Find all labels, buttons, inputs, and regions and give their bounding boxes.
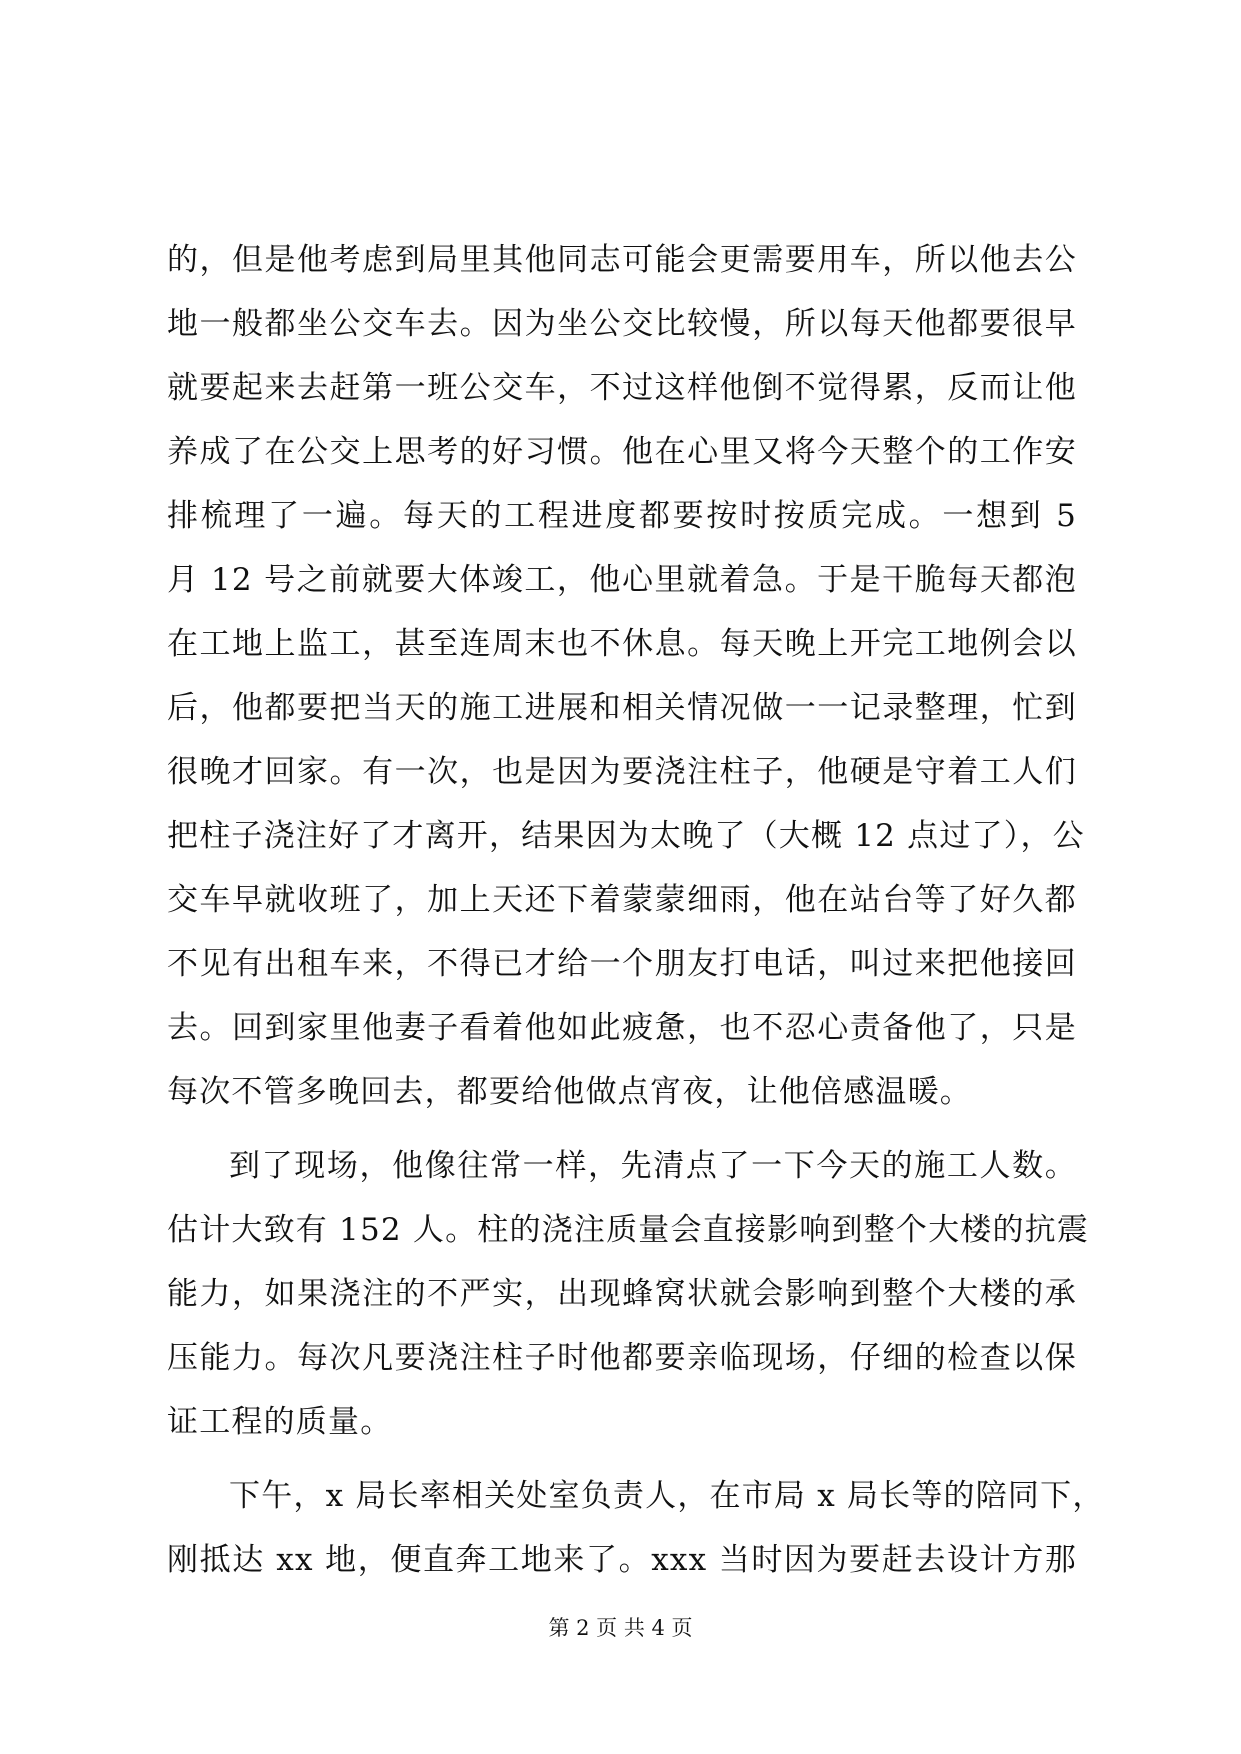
paragraph-2-line-3: 能力，如果浇注的不严实，出现蜂窝状就会影响到整个大楼的承 [167,1276,1077,1312]
paragraph-1-line-1: 的，但是他考虑到局里其他同志可能会更需要用车，所以他去公 [167,242,1077,278]
paragraph-1-line-4: 养成了在公交上思考的好习惯。他在心里又将今天整个的工作安 [167,434,1077,470]
paragraph-1-line-2: 地一般都坐公交车去。因为坐公交比较慢，所以每天他都要很早 [167,306,1077,342]
paragraph-1-line-3: 就要起来去赶第一班公交车，不过这样他倒不觉得累，反而让他 [167,370,1077,406]
paragraph-1-line-8: 后，他都要把当天的施工进展和相关情况做一一记录整理，忙到 [167,690,1077,726]
paragraph-1-line-7: 在工地上监工，甚至连周末也不休息。每天晚上开完工地例会以 [167,626,1077,662]
paragraph-spacer [167,1454,1077,1464]
paragraph-spacer [167,1124,1077,1134]
paragraph-2-line-2: 估计大致有 152 人。柱的浇注质量会直接影响到整个大楼的抗震 [167,1212,1090,1248]
paragraph-1-line-14: 每次不管多晚回去，都要给他做点宵夜，让他倍感温暖。 [167,1074,972,1110]
paragraph-3-line-2: 刚抵达 xx 地，便直奔工地来了。xxx 当时因为要赶去设计方那 [167,1542,1077,1578]
paragraph-1-line-10: 把柱子浇注好了才离开，结果因为太晚了（大概 12 点过了），公 [167,818,1085,854]
paragraph-1-line-5: 排梳理了一遍。每天的工程进度都要按时按质完成。一想到 5 [167,498,1077,534]
paragraph-2-line-5: 证工程的质量。 [167,1404,393,1440]
paragraph-1-line-11: 交车早就收班了，加上天还下着蒙蒙细雨，他在站台等了好久都 [167,882,1077,918]
paragraph-1-line-13: 去。回到家里他妻子看着他如此疲惫，也不忍心责备他了，只是 [167,1010,1077,1046]
document-body [167,228,1105,1592]
paragraph-2-line-4: 压能力。每次凡要浇注柱子时他都要亲临现场，仔细的检查以保 [167,1340,1077,1376]
paragraph-1-line-6: 月 12 号之前就要大体竣工，他心里就着急。于是干脆每天都泡 [167,562,1077,598]
paragraph-3-line-1: 下午，x 局长率相关处室负责人，在市局 x 局长等的陪同下， [229,1478,1105,1514]
paragraph-2-line-1: 到了现场，他像往常一样，先清点了一下今天的施工人数。 [229,1148,1077,1184]
paragraph-1-line-12: 不见有出租车来，不得已才给一个朋友打电话，叫过来把他接回 [167,946,1077,982]
page-number-footer: 第 2 页 共 4 页 [548,1616,693,1640]
paragraph-1-line-9: 很晚才回家。有一次，也是因为要浇注柱子，他硬是守着工人们 [167,754,1077,790]
